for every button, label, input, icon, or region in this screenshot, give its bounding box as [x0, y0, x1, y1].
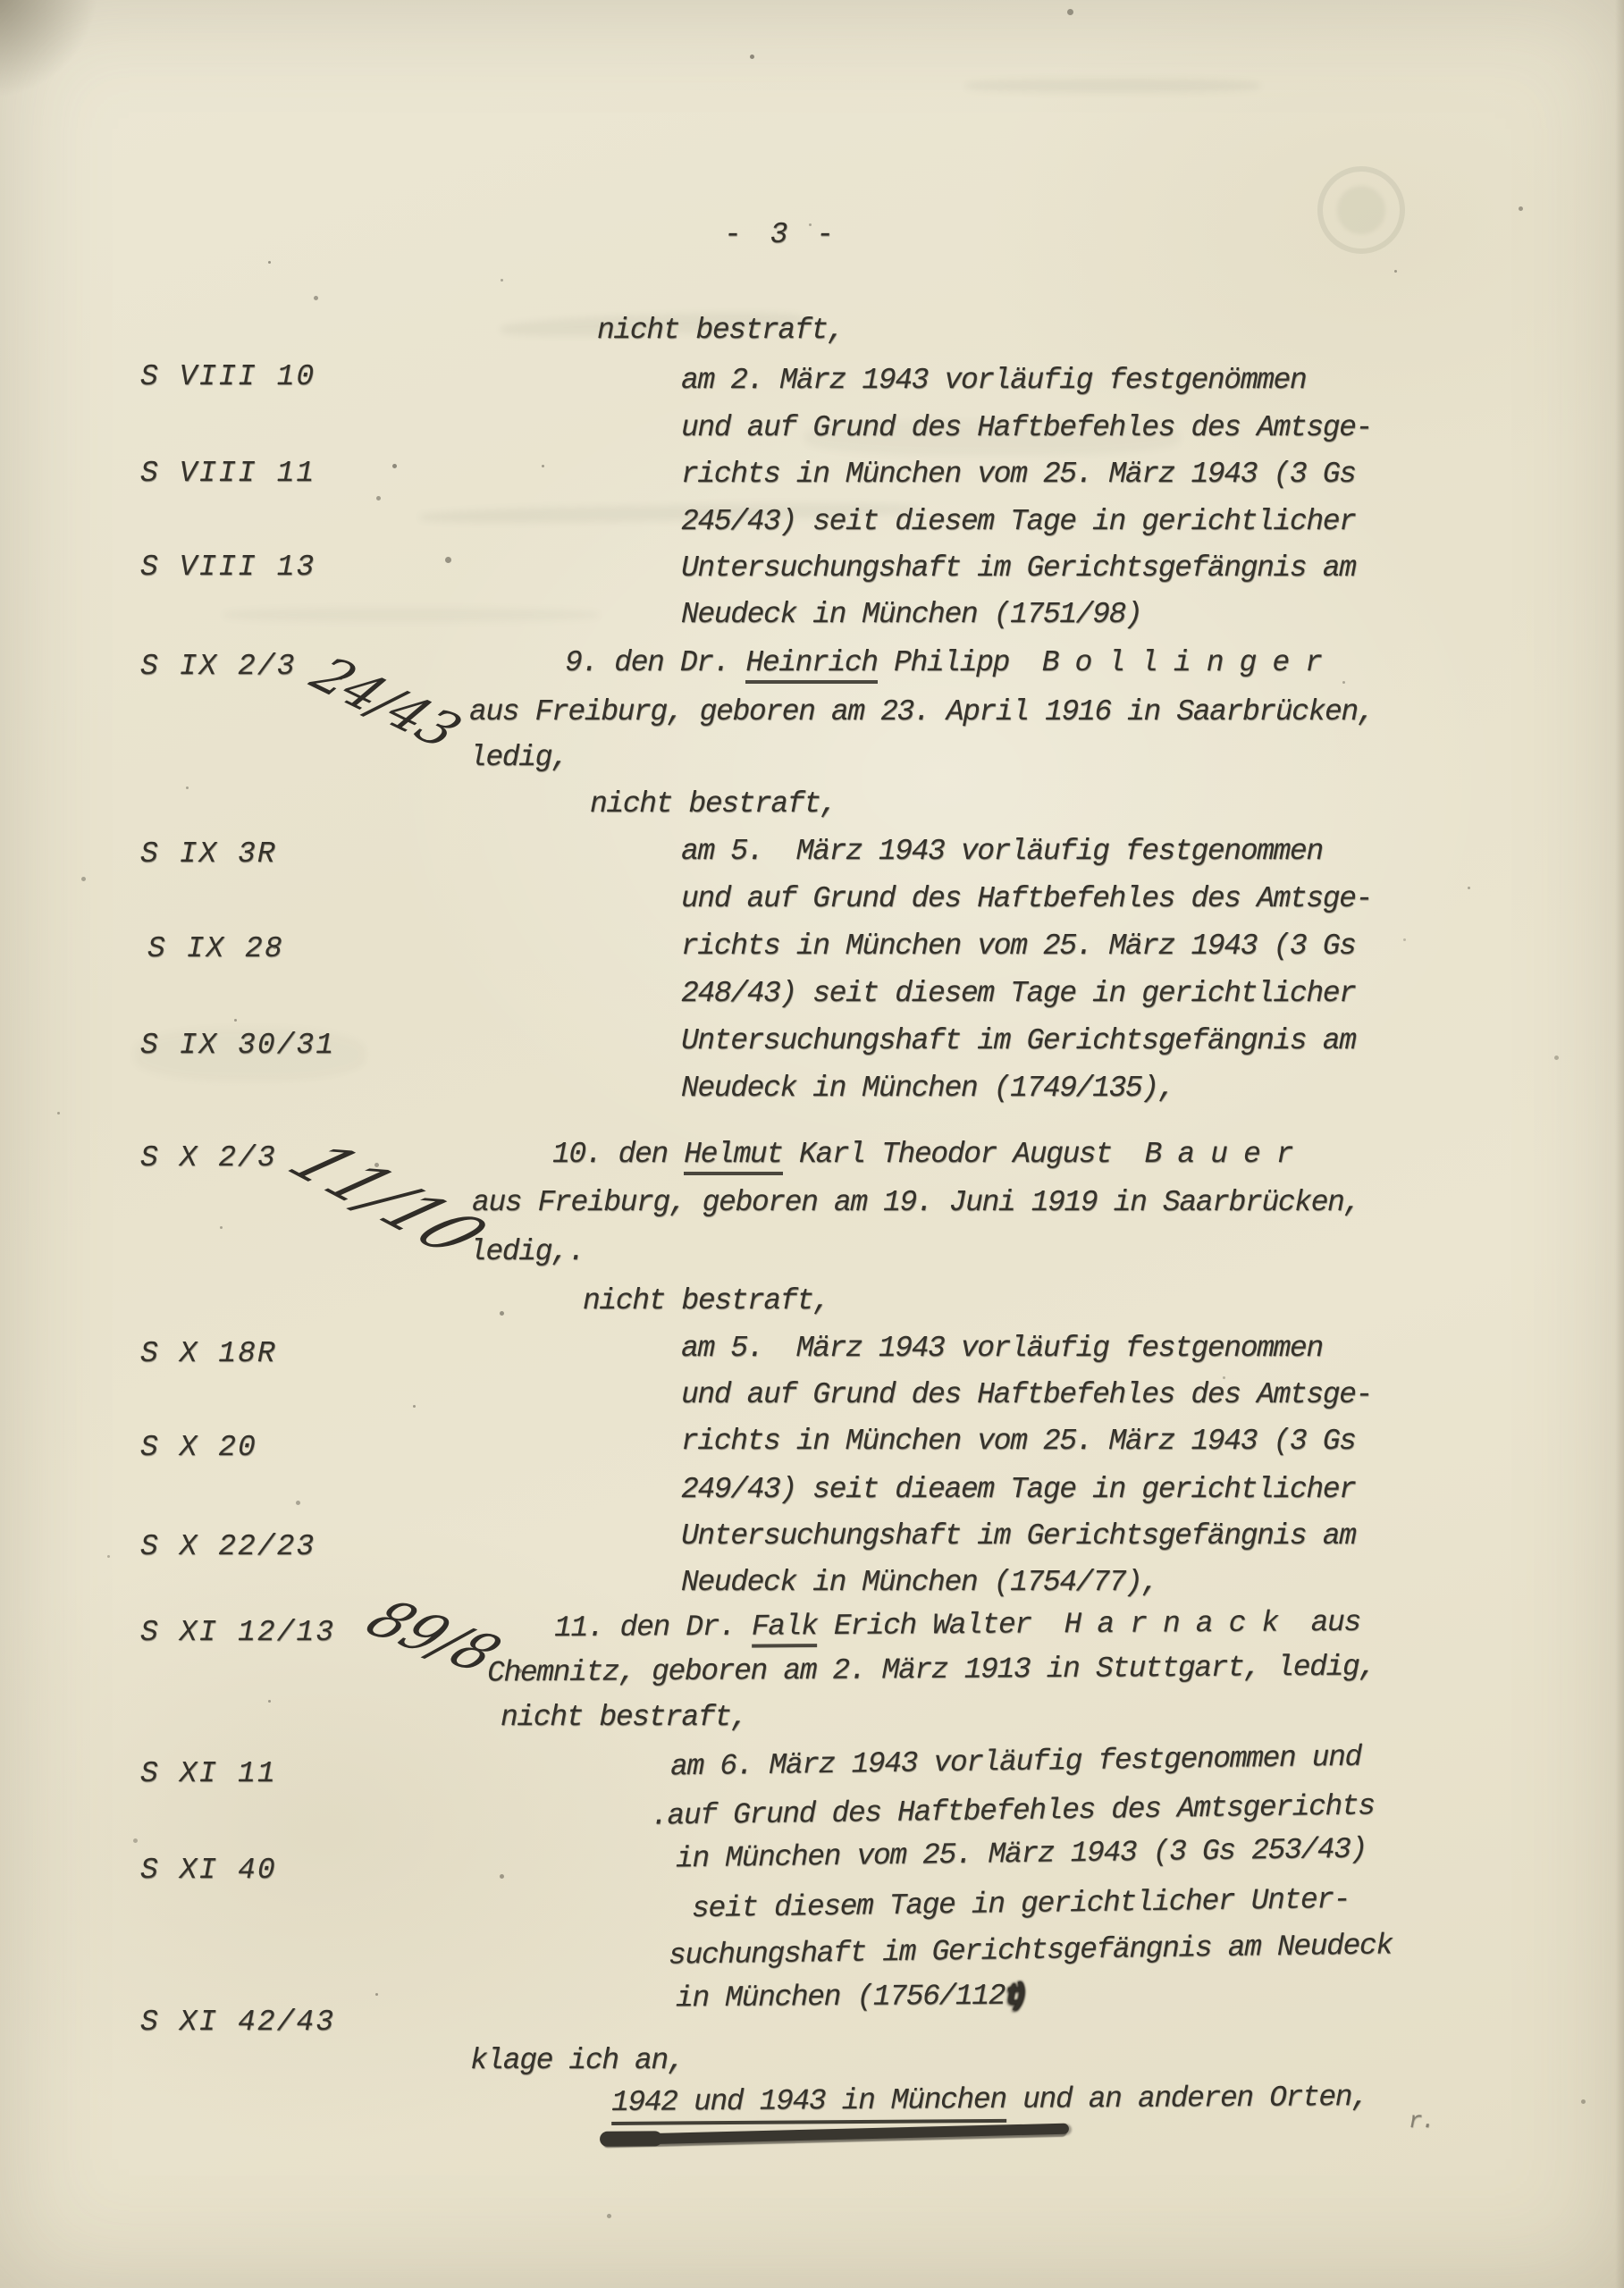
margin-ref: S IX 2/3 [140, 650, 297, 683]
text-run: und an anderen Orten, [1006, 2081, 1368, 2116]
defendant-line [554, 1605, 1360, 1646]
body-line: 249/43) seit dieaem Tage in gerichtlicher [681, 1473, 1356, 1506]
text-run: Erich Walter [817, 1608, 1064, 1644]
handwritten-annotation: 89/8 [352, 1588, 515, 1685]
margin-ref: S XI 12/13 [140, 1616, 336, 1649]
margin-ref: S X 18R [140, 1337, 277, 1370]
margin-ref: S XI 40 [140, 1854, 277, 1887]
margin-ref: S XI 42/43 [140, 2006, 336, 2039]
body-line: ledig, [469, 741, 568, 774]
body-line: am 5. März 1943 vorläufig festgenommen [681, 835, 1323, 868]
underlined-charge-period: 1942 und 1943 in München [611, 2083, 1006, 2125]
margin-ref: S IX 28 [147, 932, 284, 965]
body-line: .auf Grund des Haftbefehles des Amtsgerichts [650, 1789, 1375, 1833]
body-line: Neudeck in München (1754/77), [681, 1566, 1158, 1599]
text-run: Karl Theodor August [782, 1138, 1145, 1171]
body-line: Chemnitz, geboren am 2. März 1913 in Stuttgart, ledig, [486, 1650, 1376, 1690]
bleed-through-mark [223, 608, 599, 622]
text-run: in München (1756/112 [675, 1979, 1006, 2015]
defendant-line [565, 645, 1322, 681]
text-run: 11. den Dr. [553, 1610, 752, 1645]
faint-stamp-mark [1317, 166, 1405, 254]
body-line: am 2. März 1943 vorläufig festgenömmen [681, 364, 1307, 397]
surname-spaced: B a u e r [1144, 1138, 1293, 1171]
body-line: suchungshaft im Gerichtsgefängnis am Neudeck [668, 1929, 1393, 1973]
defendant-line [552, 1137, 1292, 1173]
body-line: Neudeck in München (1751/98) [681, 598, 1142, 631]
body-line: richts in München vom 25. März 1943 (3 Gs [681, 458, 1356, 491]
body-line: seit diesem Tage in gerichtlicher Unter- [691, 1882, 1351, 1926]
margin-ref: S X 2/3 [140, 1141, 277, 1174]
heavy-ink-underline [604, 2124, 1069, 2146]
text-run: Philipp [877, 646, 1042, 679]
margin-ref: S VIII 11 [140, 457, 316, 490]
body-line: am 5. März 1943 vorläufig festgenommen [681, 1332, 1323, 1365]
body-line: und auf Grund des Haftbefehles des Amtsge- [681, 1378, 1372, 1411]
body-line: ledig,. [469, 1235, 585, 1268]
handwritten-annotation: 24/43 [299, 645, 474, 760]
body-line: aus Freiburg, geboren am 19. Juni 1919 in Saarbrücken, [472, 1186, 1360, 1219]
body-line: richts in München vom 25. März 1943 (3 Gs [681, 1425, 1356, 1458]
margin-ref: S XI 11 [140, 1757, 277, 1790]
body-line: richts in München vom 25. März 1943 (3 Gs [681, 930, 1356, 963]
body-line: und auf Grund des Haftbefehles des Amtsge- [681, 882, 1372, 915]
page-number: - 3 - [724, 218, 840, 251]
body-line: in München vom 25. März 1943 (3 Gs 253/43) [675, 1832, 1367, 1876]
ink-specks [0, 0, 3, 3]
body-line: Neudeck in München (1749/135), [681, 1072, 1175, 1105]
body-line: nicht bestraft, [501, 1701, 748, 1734]
body-line: 248/43) seit diesem Tage in gerichtlicher [681, 977, 1356, 1010]
charge-line [611, 2080, 1368, 2121]
body-line: nicht bestraft, [583, 1284, 830, 1317]
body-line: und auf Grund des Haftbefehles des Amtsge- [681, 411, 1372, 444]
body-line: nicht bestraft, [590, 787, 837, 820]
body-line: klage ich an, [470, 2044, 685, 2077]
scan-corner-shadow [0, 0, 107, 107]
body-line: am 6. März 1943 vorläufig festgenommen und [669, 1740, 1362, 1784]
body-line: Untersuchungshaft im Gerichtsgefängnis am [681, 1519, 1356, 1552]
body-line: aus Freiburg, geboren am 23. April 1916 in Saarbrücken, [469, 695, 1375, 728]
bleed-through-mark [965, 79, 1260, 93]
first-name-underlined: Falk [752, 1610, 818, 1648]
body-line: nicht bestraft, [597, 314, 845, 347]
text-run: aus [1277, 1605, 1360, 1640]
body-line: Untersuchungshaft im Gerichtsgefängnis am [681, 1024, 1356, 1057]
overtyped-blot: t) [1004, 1979, 1017, 2013]
margin-ref: S VIII 10 [140, 360, 316, 393]
margin-ref: S IX 3R [140, 837, 277, 871]
margin-ref: S IX 30/31 [140, 1029, 336, 1062]
stray-mark: r. [1409, 2107, 1435, 2134]
first-name-underlined: Heinrich [745, 646, 877, 684]
surname-spaced: H a r n a c k [1064, 1606, 1278, 1642]
handwritten-annotation: 11/10 [269, 1131, 507, 1266]
margin-ref: S X 20 [140, 1431, 257, 1464]
body-line [676, 1979, 1017, 2016]
text-run: 10. den [552, 1138, 685, 1171]
surname-spaced: B o l l i n g e r [1041, 646, 1322, 679]
scan-edge-shadow [1615, 0, 1624, 2288]
margin-ref: S X 22/23 [140, 1530, 316, 1563]
text-run: 9. den Dr. [565, 646, 746, 679]
first-name-underlined: Helmut [684, 1138, 782, 1175]
body-line: 245/43) seit diesem Tage in gerichtlicher [681, 505, 1356, 538]
margin-ref: S VIII 13 [140, 551, 316, 584]
body-line: Untersuchungshaft im Gerichtsgefängnis am [681, 551, 1356, 585]
